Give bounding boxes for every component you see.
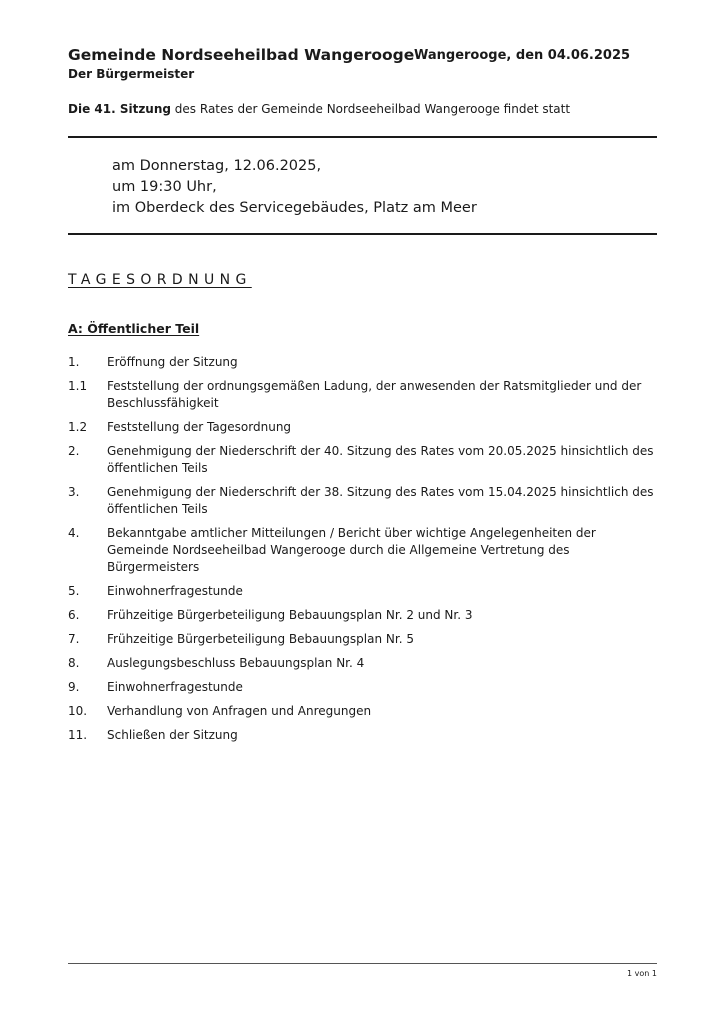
agenda-item-number: 2. xyxy=(68,444,80,458)
agenda-item-text: Feststellung der ordnungsgemäßen Ladung, der anwesenden der Ratsmitglieder und der Beschlussfähigkeit xyxy=(107,379,642,410)
intro-session-number: Die 41. Sitzung xyxy=(68,102,171,116)
meeting-date: am Donnerstag, 12.06.2025, xyxy=(112,158,322,174)
agenda-item xyxy=(68,378,657,412)
meeting-time: um 19:30 Uhr, xyxy=(112,179,217,195)
agenda-item-number: 3. xyxy=(68,485,80,499)
agenda-item-text: Frühzeitige Bürgerbeteiligung Bebauungsplan Nr. 5 xyxy=(107,632,414,646)
agenda-item-number: 7. xyxy=(68,632,80,646)
agenda-item xyxy=(68,655,657,672)
agenda-item xyxy=(68,484,657,518)
section-title-public: A: Öffentlicher Teil xyxy=(68,321,200,336)
agenda-item-text: Verhandlung von Anfragen und Anregungen xyxy=(107,704,372,718)
agenda-item xyxy=(68,631,657,648)
agenda-item-number: 11. xyxy=(68,728,88,742)
agenda-item-text: Feststellung der Tagesordnung xyxy=(107,420,292,434)
agenda-item-text: Auslegungsbeschluss Bebauungsplan Nr. 4 xyxy=(107,656,365,670)
place-date: Wangerooge, den 04.06.2025 xyxy=(414,48,631,63)
agenda-item-number: 5. xyxy=(68,584,80,598)
agenda-item-text: Schließen der Sitzung xyxy=(107,728,238,742)
meeting-location: im Oberdeck des Servicegebäudes, Platz am Meer xyxy=(112,200,477,216)
agenda-title: TAGESORDNUNG xyxy=(68,272,252,288)
intro-rest: des Rates der Gemeinde Nordseeheilbad Wangerooge findet statt xyxy=(170,102,571,116)
agenda-item-number: 6. xyxy=(68,608,80,622)
agenda-item-text: Eröffnung der Sitzung xyxy=(107,355,238,369)
meeting-details xyxy=(112,156,477,219)
agenda-item-number: 1.2 xyxy=(68,420,88,434)
agenda-item xyxy=(68,607,657,624)
divider-bottom xyxy=(68,233,657,235)
page-number: 1 von 1 xyxy=(627,969,657,978)
agenda-item-text: Genehmigung der Niederschrift der 38. Sitzung des Rates vom 15.04.2025 hinsichtlich des öffentlichen Teils xyxy=(107,485,654,516)
intro-sentence xyxy=(68,102,570,116)
agenda-item-number: 8. xyxy=(68,656,80,670)
agenda-item-text: Einwohnerfragestunde xyxy=(107,680,243,694)
agenda-item-number: 4. xyxy=(68,526,80,540)
agenda-item-number: 1.1 xyxy=(68,379,88,393)
divider-top xyxy=(68,136,657,138)
agenda-item xyxy=(68,727,657,744)
organization-name: Gemeinde Nordseeheilbad Wangerooge xyxy=(68,46,415,64)
office-title: Der Bürgermeister xyxy=(68,67,195,81)
agenda-item xyxy=(68,525,657,576)
agenda-item-number: 9. xyxy=(68,680,80,694)
agenda-item-text: Einwohnerfragestunde xyxy=(107,584,243,598)
agenda-item-number: 10. xyxy=(68,704,88,718)
footer-divider xyxy=(68,963,657,964)
agenda-item-text: Frühzeitige Bürgerbeteiligung Bebauungsplan Nr. 2 und Nr. 3 xyxy=(107,608,473,622)
agenda-item xyxy=(68,419,657,436)
agenda-list xyxy=(68,354,657,751)
agenda-item xyxy=(68,354,657,371)
agenda-item xyxy=(68,703,657,720)
agenda-item-text: Bekanntgabe amtlicher Mitteilungen / Bericht über wichtige Angelegenheiten der Gemeinde Nordseeheilbad Wangerooge durch die Allgemeine Vertretung des Bürgermeisters xyxy=(107,526,596,574)
agenda-item xyxy=(68,583,657,600)
agenda-item-text: Genehmigung der Niederschrift der 40. Sitzung des Rates vom 20.05.2025 hinsichtlich des öffentlichen Teils xyxy=(107,444,654,475)
agenda-item-number: 1. xyxy=(68,355,80,369)
agenda-item xyxy=(68,679,657,696)
agenda-item xyxy=(68,443,657,477)
